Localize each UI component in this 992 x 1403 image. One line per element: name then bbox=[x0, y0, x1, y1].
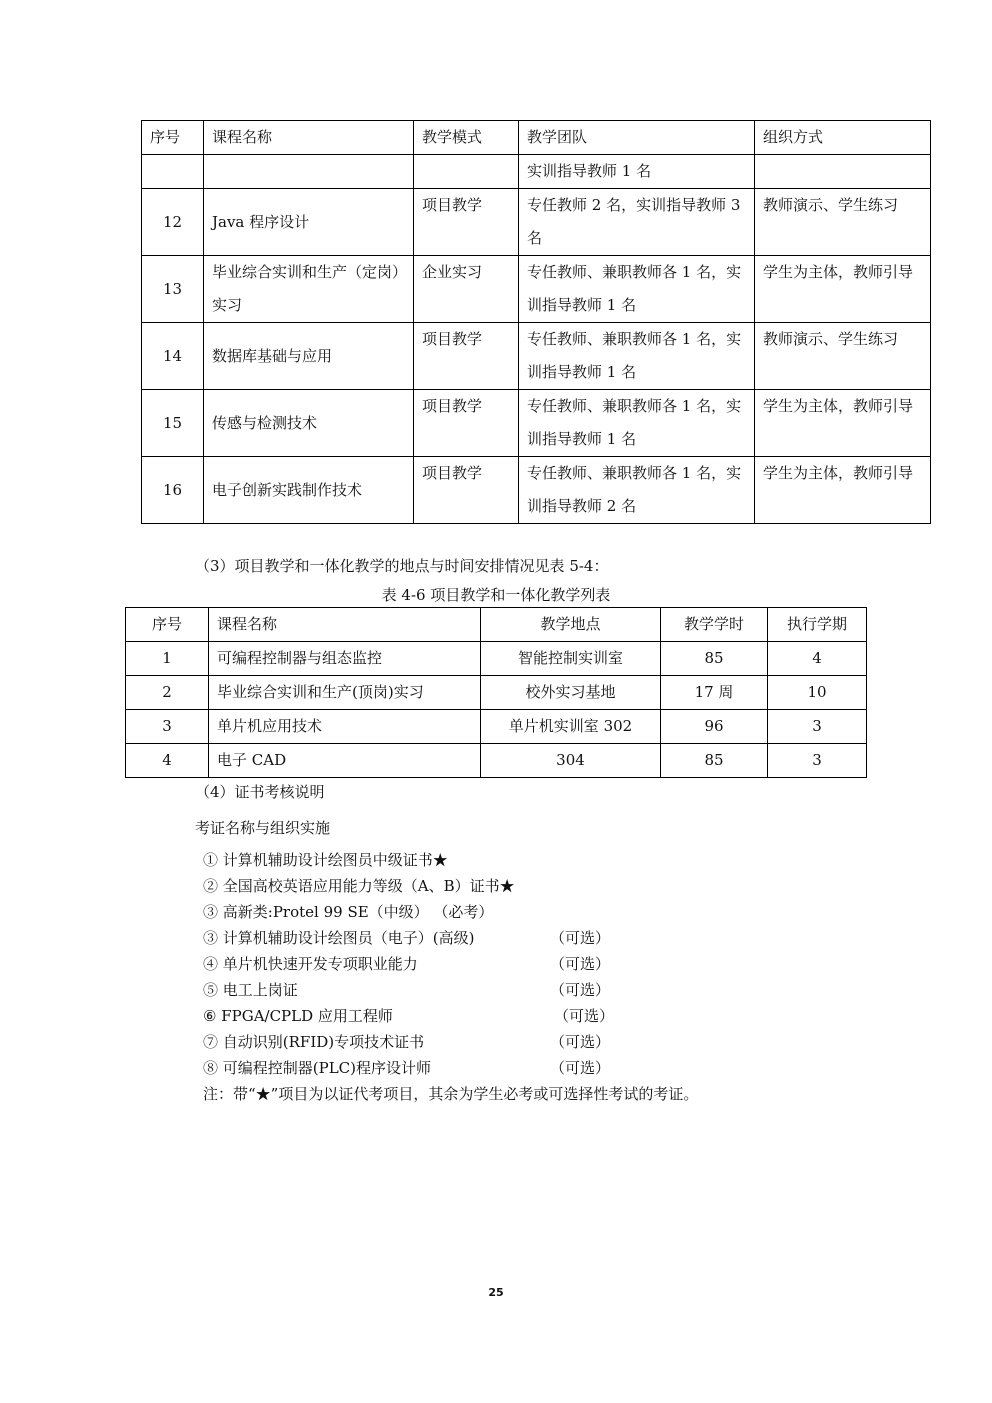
table-row bbox=[142, 189, 931, 256]
cert-optional-tag: （可选） bbox=[550, 929, 611, 947]
header-cell: 教学学时 bbox=[661, 608, 768, 642]
cert-name: ① 计算机辅助设计绘图员中级证书★ bbox=[203, 851, 448, 869]
cell-team: 专任教师 2 名，实训指导教师 3 名 bbox=[519, 189, 755, 256]
cell-course: 毕业综合实训和生产（定岗）实习 bbox=[204, 256, 414, 323]
cert-name: ② 全国高校英语应用能力等级（A、B）证书★ bbox=[203, 877, 515, 895]
cell-num: 15 bbox=[142, 390, 204, 457]
cert-item bbox=[203, 1058, 611, 1078]
cell-term: 10 bbox=[768, 676, 867, 710]
note-text: 注：带“★”项目为以证代考项目，其余为学生必考或可选择性考试的考证。 bbox=[203, 1085, 699, 1103]
cell-mode: 项目教学 bbox=[414, 189, 519, 256]
cell-num: 3 bbox=[126, 710, 209, 744]
cell-num: 1 bbox=[126, 642, 209, 676]
cell-team: 实训指导教师 1 名 bbox=[519, 155, 755, 189]
header-cell: 执行学期 bbox=[768, 608, 867, 642]
cert-item bbox=[203, 1032, 611, 1052]
cell-mode: 项目教学 bbox=[414, 390, 519, 457]
cell-term: 4 bbox=[768, 642, 867, 676]
cell-num: 2 bbox=[126, 676, 209, 710]
cell-course: 电子创新实践制作技术 bbox=[204, 457, 414, 524]
table-row bbox=[142, 155, 931, 189]
cell-mode: 项目教学 bbox=[414, 323, 519, 390]
cell-num bbox=[142, 155, 204, 189]
cert-item bbox=[203, 876, 515, 896]
table-row bbox=[142, 457, 931, 524]
table-header-row bbox=[126, 608, 867, 642]
cert-name: ③ 计算机辅助设计绘图员（电子）(高级) bbox=[203, 929, 475, 947]
cell-mode: 项目教学 bbox=[414, 457, 519, 524]
header-cell: 课程名称 bbox=[209, 608, 481, 642]
header-cell: 组织方式 bbox=[755, 121, 931, 155]
cell-course bbox=[204, 155, 414, 189]
cert-name: ④ 单片机快速开发专项职业能力 bbox=[203, 955, 418, 973]
project-teaching-table bbox=[125, 607, 867, 778]
table-row bbox=[126, 744, 867, 778]
cert-name: ⑦ 自动识别(RFID)专项技术证书 bbox=[203, 1033, 425, 1051]
table-header-row bbox=[142, 121, 931, 155]
cell-term: 3 bbox=[768, 710, 867, 744]
section-paragraph-3: （3）项目教学和一体化教学的地点与时间安排情况见表 5-4： bbox=[195, 557, 609, 575]
cert-optional-tag: （可选） bbox=[550, 981, 611, 999]
cell-hours: 96 bbox=[661, 710, 768, 744]
cell-course: Java 程序设计 bbox=[204, 189, 414, 256]
cert-item bbox=[203, 902, 493, 922]
cell-num: 16 bbox=[142, 457, 204, 524]
cert-item bbox=[203, 928, 611, 948]
cell-org: 学生为主体，教师引导 bbox=[755, 256, 931, 323]
cell-course: 传感与检测技术 bbox=[204, 390, 414, 457]
cell-place: 智能控制实训室 bbox=[481, 642, 661, 676]
cert-optional-tag: （可选） bbox=[550, 1033, 611, 1051]
page-number: 25 bbox=[488, 1286, 504, 1299]
cell-num: 12 bbox=[142, 189, 204, 256]
cell-num: 14 bbox=[142, 323, 204, 390]
table-row bbox=[142, 256, 931, 323]
header-cell: 教学地点 bbox=[481, 608, 661, 642]
table-row bbox=[142, 390, 931, 457]
cert-name: ③ 高新类:Protel 99 SE（中级） （必考） bbox=[203, 903, 494, 921]
cert-optional-tag: （可选） bbox=[554, 1007, 615, 1025]
cell-org bbox=[755, 155, 931, 189]
cell-org: 教师演示、学生练习 bbox=[755, 189, 931, 256]
header-cell: 教学模式 bbox=[414, 121, 519, 155]
cell-term: 3 bbox=[768, 744, 867, 778]
cell-team: 专任教师、兼职教师各 1 名，实训指导教师 1 名 bbox=[519, 256, 755, 323]
header-cell: 序号 bbox=[142, 121, 204, 155]
table-caption: 表 4-6 项目教学和一体化教学列表 bbox=[381, 586, 611, 604]
cell-org: 学生为主体，教师引导 bbox=[755, 390, 931, 457]
cell-hours: 85 bbox=[661, 744, 768, 778]
table-row bbox=[126, 710, 867, 744]
cell-place: 单片机实训室 302 bbox=[481, 710, 661, 744]
table-row bbox=[126, 642, 867, 676]
cell-course: 单片机应用技术 bbox=[209, 710, 481, 744]
cell-course: 数据库基础与应用 bbox=[204, 323, 414, 390]
cell-course: 电子 CAD bbox=[209, 744, 481, 778]
cell-course: 可编程控制器与组态监控 bbox=[209, 642, 481, 676]
cell-team: 专任教师、兼职教师各 1 名，实训指导教师 1 名 bbox=[519, 390, 755, 457]
cell-place: 304 bbox=[481, 744, 661, 778]
header-cell: 序号 bbox=[126, 608, 209, 642]
cell-mode: 企业实习 bbox=[414, 256, 519, 323]
cell-place: 校外实习基地 bbox=[481, 676, 661, 710]
section-paragraph-4: （4）证书考核说明 bbox=[195, 783, 325, 801]
cell-num: 13 bbox=[142, 256, 204, 323]
cell-course: 毕业综合实训和生产(顶岗)实习 bbox=[209, 676, 481, 710]
header-cell: 教学团队 bbox=[519, 121, 755, 155]
cert-item bbox=[203, 980, 611, 1000]
header-cell: 课程名称 bbox=[204, 121, 414, 155]
table-row bbox=[126, 676, 867, 710]
cell-org: 学生为主体，教师引导 bbox=[755, 457, 931, 524]
cell-hours: 17 周 bbox=[661, 676, 768, 710]
cert-optional-tag: （可选） bbox=[550, 1059, 611, 1077]
cert-item bbox=[203, 954, 611, 974]
cert-name: ⑥ FPGA/CPLD 应用工程师 bbox=[203, 1007, 393, 1025]
cert-name: ⑧ 可编程控制器(PLC)程序设计师 bbox=[203, 1059, 432, 1077]
cert-name: ⑤ 电工上岗证 bbox=[203, 981, 298, 999]
cell-team: 专任教师、兼职教师各 1 名，实训指导教师 2 名 bbox=[519, 457, 755, 524]
cell-hours: 85 bbox=[661, 642, 768, 676]
section-paragraph-5: 考证名称与组织实施 bbox=[195, 819, 331, 837]
cert-item bbox=[203, 850, 448, 870]
cell-team: 专任教师、兼职教师各 1 名，实训指导教师 1 名 bbox=[519, 323, 755, 390]
cell-mode bbox=[414, 155, 519, 189]
cell-num: 4 bbox=[126, 744, 209, 778]
cell-org: 教师演示、学生练习 bbox=[755, 323, 931, 390]
cert-optional-tag: （可选） bbox=[550, 955, 611, 973]
teaching-team-table bbox=[141, 120, 931, 524]
cert-item bbox=[203, 1006, 615, 1026]
table-row bbox=[142, 323, 931, 390]
